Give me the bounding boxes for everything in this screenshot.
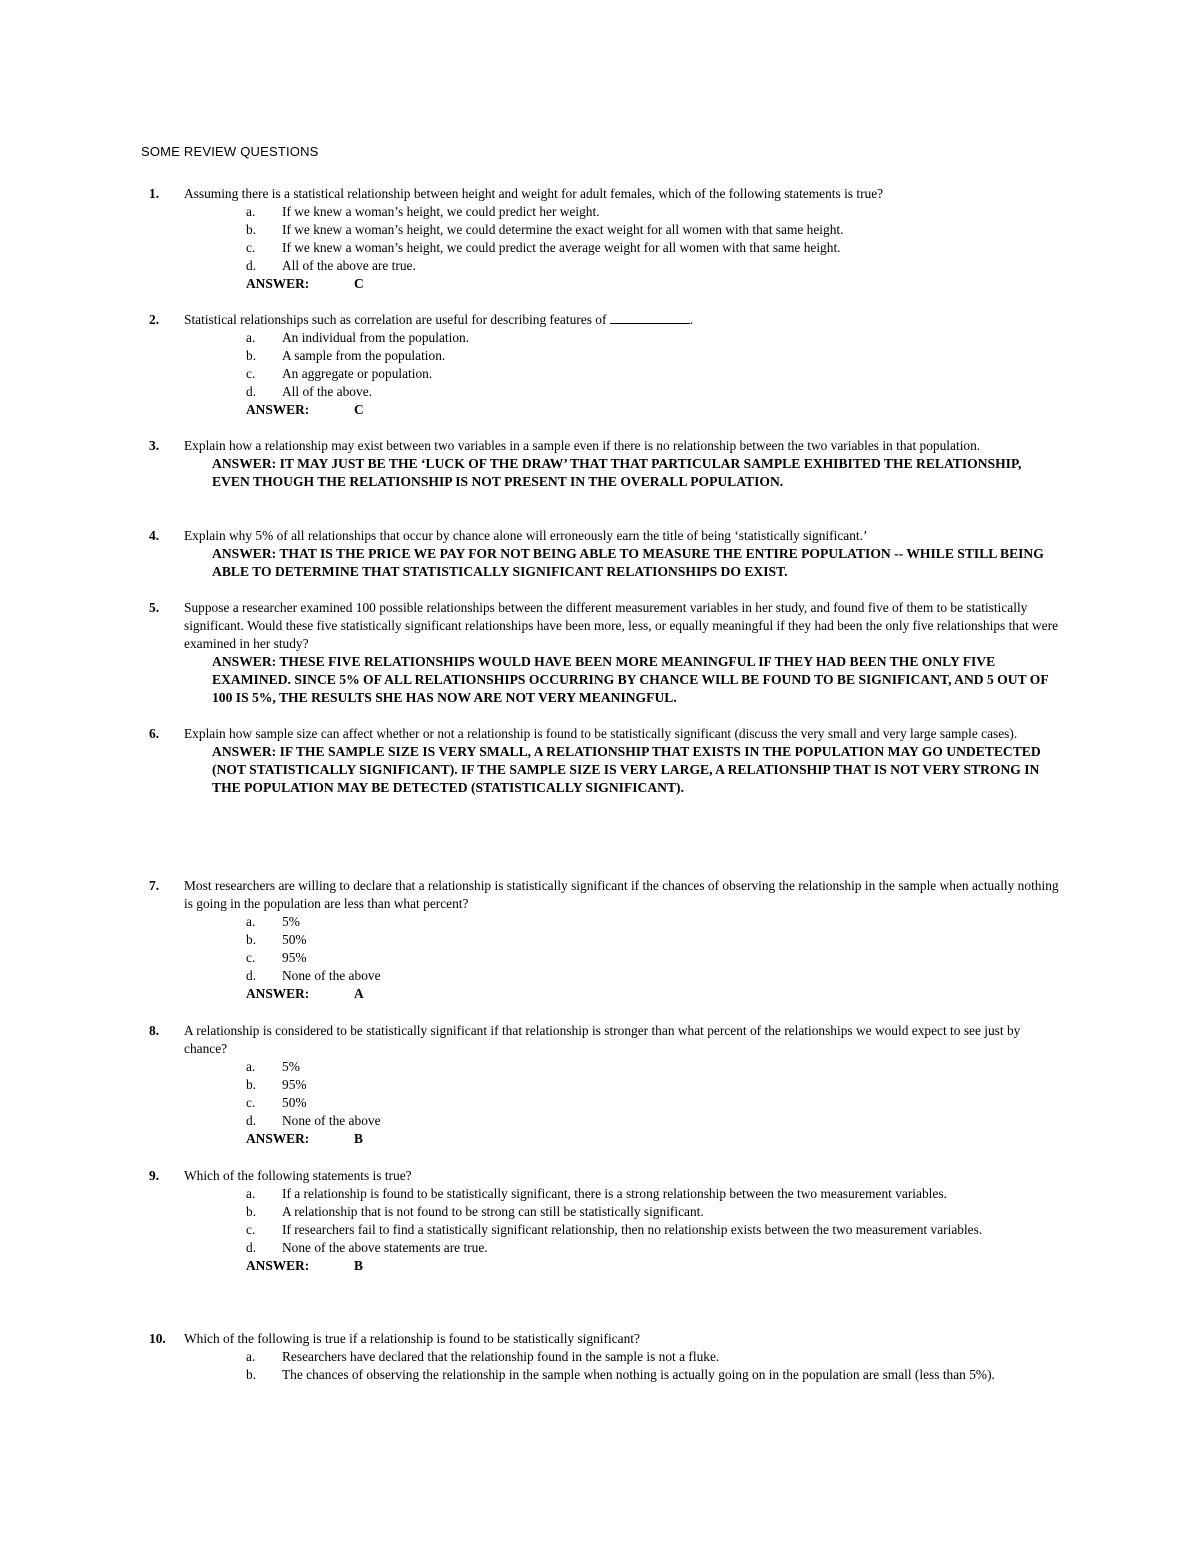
- option-text: If a relationship is found to be statistically significant, there is a strong relationship between the two measurement variables.: [282, 1186, 947, 1201]
- question-5: [141, 599, 1061, 707]
- option-text: None of the above: [282, 968, 381, 983]
- question-4: [141, 527, 1061, 581]
- question-number: 10.: [149, 1331, 166, 1346]
- answer-label: ANSWER:: [246, 402, 310, 417]
- option-letter: a.: [246, 330, 256, 345]
- question-number: 8.: [149, 1023, 160, 1038]
- option-list: [246, 913, 1061, 985]
- option-list: [246, 1348, 1056, 1384]
- question-stem: Assuming there is a statistical relationship between height and weight for adult females, which of the following statements is true?: [184, 186, 884, 201]
- option-text: 95%: [282, 1077, 307, 1092]
- question-1: [141, 185, 1061, 293]
- option-letter: d.: [246, 258, 257, 273]
- option-text: 95%: [282, 950, 307, 965]
- option-text: An aggregate or population.: [282, 366, 433, 381]
- option-letter: a.: [246, 1349, 256, 1364]
- question-stem: A relationship is considered to be statistically significant if that relationship is stronger than what percent of the relationships we would expect to see just by chance?: [184, 1023, 1021, 1056]
- question-number: 1.: [149, 186, 160, 201]
- option-text: The chances of observing the relationship in the sample when nothing is actually going on in the population are small (less than 5%).: [282, 1367, 995, 1382]
- option-letter: c.: [246, 240, 256, 255]
- option-letter: d.: [246, 968, 257, 983]
- option-text: If researchers fail to find a statistically significant relationship, then no relationship exists between the two measurement variables.: [282, 1222, 983, 1237]
- answer-value: A: [354, 986, 364, 1001]
- option: [246, 1203, 1006, 1221]
- option-text: None of the above: [282, 1113, 381, 1128]
- question-number: 6.: [149, 726, 160, 741]
- option: [246, 1058, 1061, 1076]
- answer-value: B: [354, 1258, 363, 1273]
- option: [246, 203, 1061, 221]
- option-text: 5%: [282, 1059, 300, 1074]
- option-text: An individual from the population.: [282, 330, 470, 345]
- option-letter: b.: [246, 932, 257, 947]
- option: [246, 383, 1061, 401]
- option-letter: a.: [246, 1059, 256, 1074]
- question-number: 9.: [149, 1168, 160, 1183]
- option: [246, 329, 1061, 347]
- option-list: [246, 1058, 1061, 1130]
- option-letter: c.: [246, 366, 256, 381]
- option: [246, 1076, 1061, 1094]
- question-number: 2.: [149, 312, 160, 327]
- page-title: SOME REVIEW QUESTIONS: [141, 144, 319, 159]
- option-text: If we knew a woman’s height, we could predict her weight.: [282, 204, 600, 219]
- option-letter: b.: [246, 1077, 257, 1092]
- option-letter: b.: [246, 222, 257, 237]
- option-text: 50%: [282, 1095, 307, 1110]
- option-letter: a.: [246, 1186, 256, 1201]
- question-stem: Statistical relationships such as correlation are useful for describing features of: [184, 312, 607, 327]
- answer-value: B: [354, 1131, 363, 1146]
- option-list: [246, 203, 1061, 275]
- option-letter: d.: [246, 384, 257, 399]
- option-text: If we knew a woman’s height, we could determine the exact weight for all women with that same height.: [282, 222, 844, 237]
- question-7: [141, 877, 1061, 1003]
- question-10: [141, 1330, 1061, 1384]
- option-text: A sample from the population.: [282, 348, 446, 363]
- option-letter: b.: [246, 1204, 257, 1219]
- option: [246, 257, 1061, 275]
- option: [246, 221, 1061, 239]
- question-number: 3.: [149, 438, 160, 453]
- answer-line: [246, 1257, 1061, 1275]
- stem-end: .: [689, 312, 694, 327]
- question-8: [141, 1022, 1061, 1148]
- answer-text: ANSWER: IT MAY JUST BE THE ‘LUCK OF THE DRAW’ THAT THAT PARTICULAR SAMPLE EXHIBITED THE RELATIONSHIP, EVEN THOUGH THE RELATIONSHIP IS NOT PRESENT IN THE OVERALL POPULATION.: [212, 456, 1022, 489]
- answer-text: ANSWER: THESE FIVE RELATIONSHIPS WOULD HAVE BEEN MORE MEANINGFUL IF THEY HAD BEEN THE ONLY FIVE EXAMINED. SINCE 5% OF ALL RELATIONSHIPS OCCURRING BY CHANCE WILL BE FOUND TO BE SIGNIFICANT, AND 5 OUT OF 100 IS 5%, THE RESULTS SHE HAS NOW ARE NOT VERY MEANINGFUL.: [212, 654, 1049, 705]
- option-text: None of the above statements are true.: [282, 1240, 488, 1255]
- question-9: [141, 1167, 1061, 1275]
- option-letter: c.: [246, 1095, 256, 1110]
- option-text: 5%: [282, 914, 300, 929]
- option-text: All of the above.: [282, 384, 372, 399]
- answer-label: ANSWER:: [246, 986, 310, 1001]
- question-stem: Suppose a researcher examined 100 possible relationships between the different measurement variables in her study, and found five of them to be statistically significant. Would these five statistically significant relationships have been more, less, or equally meaningful if they had been the only five relationships that were examined in her study?: [184, 600, 1059, 651]
- option: [246, 1112, 1061, 1130]
- option-letter: c.: [246, 950, 256, 965]
- option-text: All of the above are true.: [282, 258, 416, 273]
- option-letter: b.: [246, 1367, 257, 1382]
- question-stem: Explain why 5% of all relationships that occur by chance alone will erroneously earn the title of being ‘statistically significant.’: [184, 528, 868, 543]
- question-stem: Which of the following is true if a relationship is found to be statistically significant?: [184, 1331, 640, 1346]
- answer-line: [246, 401, 1061, 419]
- answer-line: [246, 1130, 1061, 1148]
- option: [246, 347, 1061, 365]
- option-letter: a.: [246, 204, 256, 219]
- option: [246, 1239, 1006, 1257]
- answer-text: ANSWER: IF THE SAMPLE SIZE IS VERY SMALL, A RELATIONSHIP THAT EXISTS IN THE POPULATION MAY GO UNDETECTED (NOT STATISTICALLY SIGNIFICANT). IF THE SAMPLE SIZE IS VERY LARGE, A RELATIONSHIP THAT IS NOT VERY STRONG IN THE POPULATION MAY BE DETECTED (STATISTICALLY SIGNIFICANT).: [212, 744, 1041, 795]
- answer-label: ANSWER:: [246, 276, 310, 291]
- option: [246, 967, 1061, 985]
- option: [246, 1094, 1061, 1112]
- option-text: 50%: [282, 932, 307, 947]
- answer-text: ANSWER: THAT IS THE PRICE WE PAY FOR NOT BEING ABLE TO MEASURE THE ENTIRE POPULATION -- WHILE STILL BEING ABLE TO DETERMINE THAT STATISTICALLY SIGNIFICANT RELATIONSHIPS DO EXIST.: [212, 546, 1044, 579]
- option: [246, 913, 1061, 931]
- option-list: [246, 329, 1061, 401]
- option-text: Researchers have declared that the relationship found in the sample is not a fluke.: [282, 1349, 720, 1364]
- question-stem: Most researchers are willing to declare that a relationship is statistically significant if the chances of observing the relationship in the sample when actually nothing is going in the population are less than what percent?: [184, 878, 1059, 911]
- option-list: [246, 1185, 1006, 1257]
- question-number: 5.: [149, 600, 160, 615]
- fill-in-blank: [610, 311, 690, 324]
- question-stem: Explain how a relationship may exist between two variables in a sample even if there is no relationship between the two variables in that population.: [184, 438, 981, 453]
- option-letter: a.: [246, 914, 256, 929]
- question-3: [141, 437, 1061, 491]
- option: [246, 1185, 1006, 1203]
- question-stem: Explain how sample size can affect whether or not a relationship is found to be statistically significant (discuss the very small and very large sample cases).: [184, 726, 1018, 741]
- question-stem: Which of the following statements is true?: [184, 1168, 412, 1183]
- option: [246, 1221, 1006, 1239]
- question-2: [141, 311, 1061, 419]
- option-text: If we knew a woman’s height, we could predict the average weight for all women with that same height.: [282, 240, 841, 255]
- answer-label: ANSWER:: [246, 1258, 310, 1273]
- answer-value: C: [354, 402, 364, 417]
- answer-line: [246, 985, 1061, 1003]
- answer-line: [246, 275, 1061, 293]
- option: [246, 1348, 1056, 1366]
- answer-label: ANSWER:: [246, 1131, 310, 1146]
- option: [246, 931, 1061, 949]
- answer-value: C: [354, 276, 364, 291]
- question-number: 7.: [149, 878, 160, 893]
- option: [246, 1366, 1056, 1384]
- option-letter: d.: [246, 1113, 257, 1128]
- option: [246, 365, 1061, 383]
- question-number: 4.: [149, 528, 160, 543]
- question-6: [141, 725, 1061, 797]
- option: [246, 949, 1061, 967]
- option-text: A relationship that is not found to be strong can still be statistically significant.: [282, 1204, 704, 1219]
- option-letter: c.: [246, 1222, 256, 1237]
- option-letter: b.: [246, 348, 257, 363]
- option-letter: d.: [246, 1240, 257, 1255]
- option: [246, 239, 1061, 257]
